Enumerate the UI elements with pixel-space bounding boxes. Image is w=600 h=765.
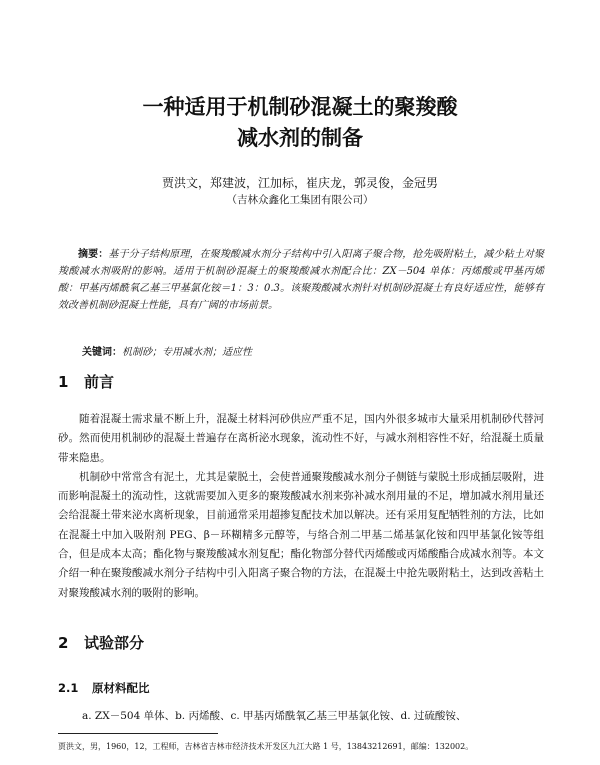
section-1-body	[58, 410, 544, 603]
section-2-title: 试验部分	[84, 634, 145, 652]
author-footnote: 贾洪文，男，1960，12，工程师，吉林省吉林市经济技术开发区九江大路 1 号，13843212691，邮编：132002。	[58, 742, 474, 751]
title-line-1: 一种适用于机制砂混凝土的聚羧酸	[142, 95, 458, 119]
paragraph: 机制砂中常常含有泥土，尤其是蒙脱土，会使普通聚羧酸减水剂分子侧链与蒙脱土形成插层吸附，进而影响混凝土的流动性，这就需要加入更多的聚羧酸减水剂来弥补减水剂用量的不足，增加减水剂用量还会给混凝土带来泌水离析现象，目前通常采用超掺复配技术加以解决。还有采用复配牺牲剂的方法，比如在混凝土中加入吸附剂 PEG、β－环糊精多元醇等，与络合剂二甲基二烯基氯化铵和四甲基氯化铵等组合，但是成本太高；酯化物与聚羧酸减水剂复配；酯化物部分替代丙烯酸或丙烯酸酯合成减水剂等。本文介绍一种在聚羧酸减水剂分子结构中引入阳离子聚合物的方法，在混凝土中抢先吸附粘土，达到改善粘土对聚羧酸减水剂的吸附的影响。	[58, 470, 544, 599]
abstract-text: 基于分子结构原理，在聚羧酸减水剂分子结构中引入阳离子聚合物，抢先吸附粘土，减少粘土对聚羧酸减水剂吸附的影响。适用于机制砂混凝土的聚羧酸减水剂配合比：ZX－504 单体：丙烯酸或甲基丙烯酸：甲基丙烯酰氧乙基三甲基氯化铵＝1：3：0.3。该聚羧酸减水剂针对机制砂混凝土有良好适应性，能够有效改善机制砂混凝土性能，具有广阔的市场前景。	[58, 249, 545, 311]
title-line-2: 减水剂的制备	[237, 126, 363, 150]
section-1-number: 1	[58, 373, 69, 391]
paper-title	[0, 92, 600, 154]
materials-list: a. ZX－504 单体、b. 丙烯酸、c. 甲基丙烯酰氧乙基三甲基氯化铵、d. 过硫酸铵、	[82, 710, 467, 722]
footnote-divider	[58, 733, 218, 734]
abstract	[58, 246, 544, 314]
keywords-text: 机制砂；专用减水剂；适应性	[122, 347, 252, 358]
subsection-2-1-heading	[58, 680, 150, 696]
section-2-number: 2	[58, 634, 69, 652]
paragraph: 随着混凝土需求量不断上升，混凝土材料河砂供应严重不足，国内外很多城市大量采用机制砂代替河砂。然而使用机制砂的混凝土普遍存在离析泌水现象，流动性不好，与减水剂相容性不好，给混凝土质量带来隐患。	[58, 413, 544, 464]
author-list: 贾洪文，郑建波，江加标，崔庆龙，郭灵俊，金冠男	[161, 176, 438, 190]
keywords	[82, 345, 542, 360]
subsection-title: 原材料配比	[92, 681, 150, 695]
subsection-number: 2.1	[58, 681, 79, 695]
keywords-label: 关键词：	[82, 347, 122, 358]
section-2-heading	[58, 633, 144, 653]
affiliation: （吉林众鑫化工集团有限公司）	[226, 194, 374, 206]
section-1-heading	[58, 372, 114, 392]
abstract-label: 摘要：	[78, 249, 109, 260]
section-1-title: 前言	[84, 373, 115, 391]
